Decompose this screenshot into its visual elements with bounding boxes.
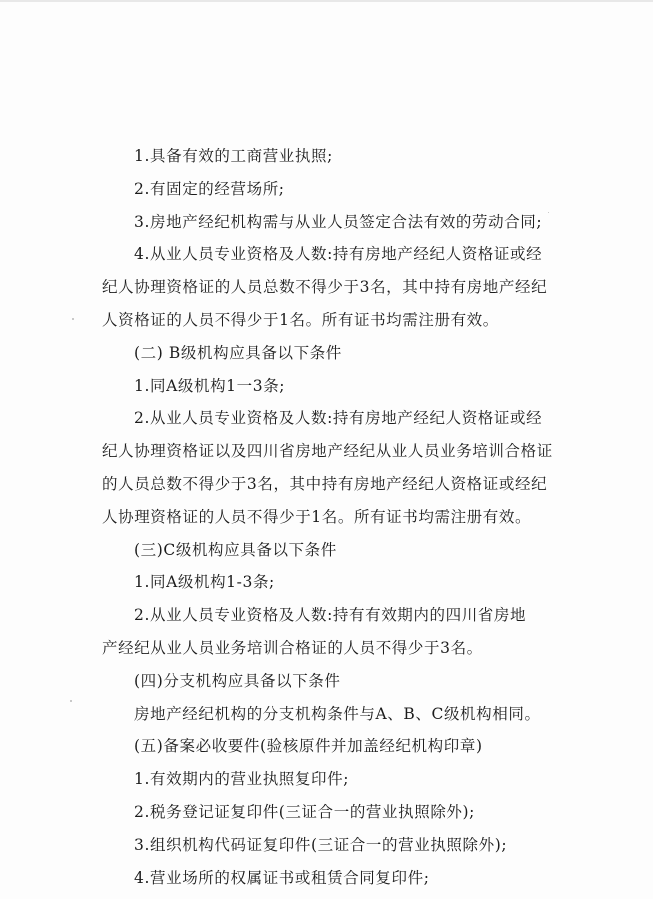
text-line-21: 2.税务登记证复印件(三证合一的营业执照除外); (134, 802, 476, 821)
text-line-14: 1.同A级机构1-3条; (134, 573, 275, 592)
text-line-15: 2.从业人员专业资格及人数:持有有效期内的四川省房地 (134, 606, 527, 625)
text-line-3: 3.房地产经纪机构需与从业人员签定合法有效的劳动合同; (134, 212, 543, 231)
text-line-20: 1.有效期内的营业执照复印件; (134, 770, 350, 789)
text-line-23: 4.营业场所的权属证书或租赁合同复印件; (134, 868, 430, 887)
scan-speck (70, 700, 72, 702)
text-line-2: 2.有固定的经营场所; (134, 179, 285, 198)
section-heading-b: (二) B级机构应具备以下条件 (134, 343, 342, 362)
text-line-1: 1.具备有效的工商营业执照; (134, 147, 333, 165)
text-line-4: 4.从业人员专业资格及人数:持有房地产经纪人资格证或经 (134, 245, 543, 264)
text-line-16: 产经纪从业人员业务培训合格证的人员不得少于3名。 (102, 638, 483, 657)
section-heading-filing: (五)备案必收要件(验核原件并加盖经纪机构印章) (134, 737, 483, 756)
text-line-10: 纪人协理资格证以及四川省房地产经纪从业人员业务培训合格证 (102, 442, 553, 461)
text-line-8: 1.同A级机构1一3条; (134, 376, 286, 395)
scan-speck (548, 212, 549, 213)
scan-edge (0, 0, 653, 2)
section-heading-branch: (四)分支机构应具备以下条件 (134, 671, 341, 690)
document-body (102, 146, 572, 900)
section-heading-c: (三)C级机构应具备以下条件 (134, 540, 337, 559)
text-line-18: 房地产经纪机构的分支机构条件与A、B、C级机构相同。 (134, 704, 541, 723)
text-line-22: 3.组织机构代码证复印件(三证合一的营业执照除外); (134, 835, 508, 854)
text-line-6: 人资格证的人员不得少于1名。所有证书均需注册有效。 (102, 310, 499, 329)
text-line-12: 人协理资格证的人员不得少于1名。所有证书均需注册有效。 (102, 507, 532, 526)
scan-speck (72, 318, 74, 320)
text-line-9: 2.从业人员专业资格及人数:持有房地产经纪人资格证或经 (134, 409, 543, 428)
text-line-5: 纪人协理资格证的人员总数不得少于3名，其中持有房地产经纪 (102, 278, 548, 297)
text-line-11: 的人员总数不得少于3名，其中持有房地产经纪人资格证或经纪 (102, 474, 548, 493)
